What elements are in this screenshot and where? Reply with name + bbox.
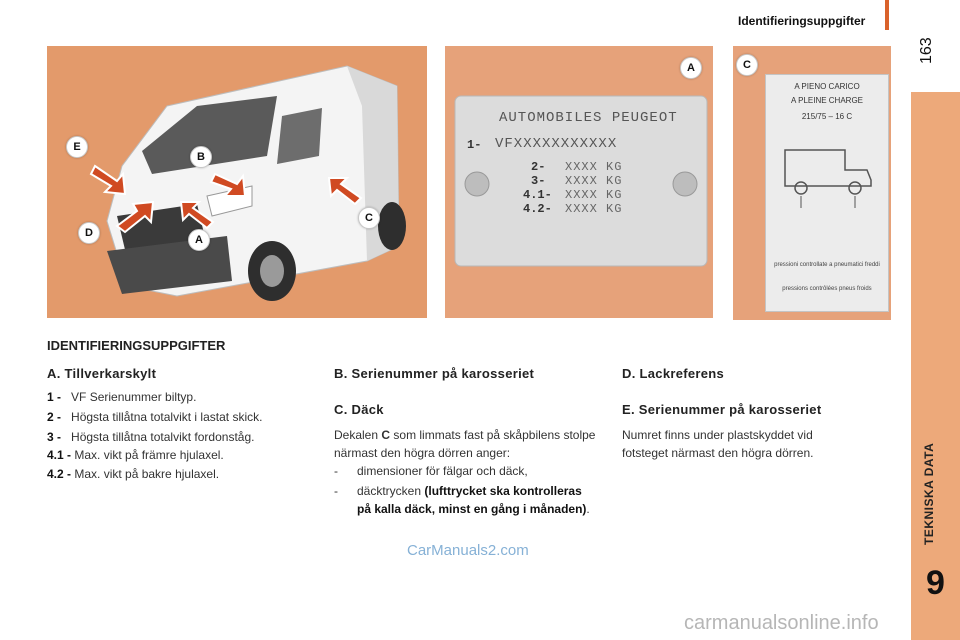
label-tyre-size: 215/75 – 16 C [801,112,853,121]
plate-line-1-value: VFXXXXXXXXXXX [495,136,618,152]
marker-plate-a: A [680,57,702,79]
tyre-pressure-label-figure [733,46,891,320]
page-number: 163 [918,37,935,64]
marker-e: E [66,136,88,158]
heading-b: B. Serienummer på karosseriet [334,366,535,381]
section-title: IDENTIFIERINGSUPPGIFTER [47,338,226,353]
label-line2: A PLEINE CHARGE [790,96,864,105]
label-bottom2: pressions contrôlées pneus froids [782,286,872,292]
plate-line-5-key: 4.2- [523,202,552,216]
chapter-number: 9 [926,564,945,602]
marker-label-c: C [736,54,758,76]
page-header-title: Identifieringsuppgifter [738,14,866,28]
heading-d: D. Lackreferens [622,366,725,381]
plate-line-2-key: 2- [531,160,546,174]
c-bullet-1: dimensioner för fälgar och däck, [357,464,528,478]
marker-c: C [358,207,380,229]
plate-brand: AUTOMOBILES PEUGEOT [499,110,678,126]
arrow-b-icon [211,174,245,196]
label-van-icon [775,130,879,210]
plate-line-2-value: XXXX KG [565,160,623,174]
heading-e: E. Serienummer på karosseriet [622,402,822,417]
label-bottom1: pressioni controllate a pneumatici freddi [774,262,880,268]
marker-a: A [188,229,210,251]
a-item-2: 2 - Högsta tillåtna totalvikt i lastat skick. [47,410,263,424]
heading-c: C. Däck [334,402,384,417]
plate-line-3-key: 3- [531,174,546,188]
chapter-number-box [911,562,960,640]
a-item-1: 1 - VF Serienummer biltyp. [47,390,197,404]
c-bullet-dash-2: - [334,484,338,498]
watermark-carmanualsonline: carmanualsonline.info [684,612,879,634]
c-bullet-2: däcktrycken (lufttrycket ska kontrolleras på kalla däck, minst en gång i månaden). [357,484,590,516]
manufacturer-plate-figure [445,46,713,318]
van-illustration [47,46,427,318]
arrow-d-icon [117,202,153,232]
a-item-3: 3 - Högsta tillåtna totalvikt fordonståg. [47,430,255,444]
arrow-icons [87,156,407,256]
e-text: Numret finns under plastskyddet vid fotsteget närmast den högra dörren. [622,428,814,460]
arrow-c-icon [329,178,361,204]
a-item-4: 4.1 - Max. vikt på främre hjulaxel. [47,448,224,462]
c-intro: Dekalen C som limmats fast på skåpbilens stolpe närmast den högra dörren anger: [334,428,596,460]
plate-line-4-key: 4.1- [523,188,552,202]
heading-a: A. Tillverkarskylt [47,366,157,381]
label-line1: A PIENO CARICO [794,82,860,91]
arrow-a-icon [181,202,213,228]
plate-line-4-value: XXXX KG [565,188,623,202]
header-accent-bar [885,0,889,30]
plate-line-5-value: XXXX KG [565,202,623,216]
watermark-carmanuals: CarManuals2.com [407,542,529,559]
chapter-label: TEKNISKA DATA [922,442,936,545]
a-item-5: 4.2 - Max. vikt på bakre hjulaxel. [47,467,220,481]
marker-d: D [78,222,100,244]
c-bullet-dash-1: - [334,464,338,478]
arrow-e-icon [91,166,125,194]
plate-line-3-value: XXXX KG [565,174,623,188]
marker-b: B [190,146,212,168]
plate-line-1-key: 1- [467,138,482,152]
